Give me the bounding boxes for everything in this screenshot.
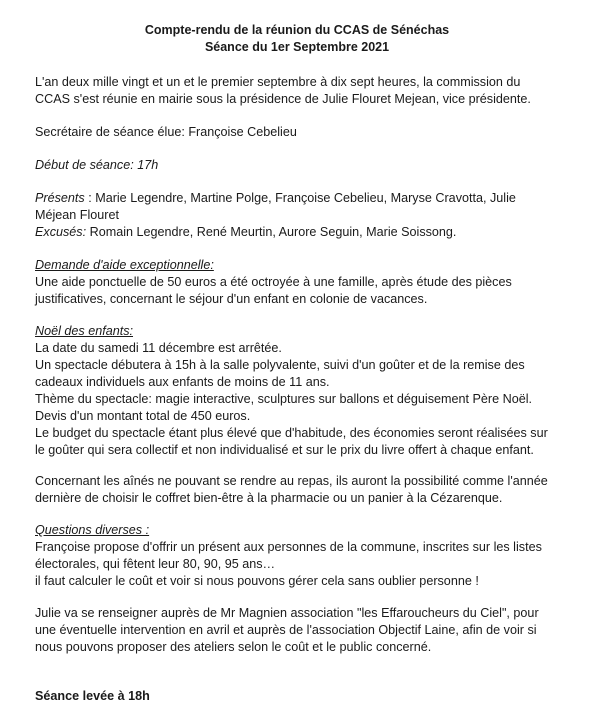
noel-line: La date du samedi 11 décembre est arrêtée. xyxy=(35,341,282,355)
julie-paragraph xyxy=(35,605,570,656)
intro-line: L'an deux mille vingt et un et le premier septembre à dix sept heures, la commission du xyxy=(35,75,521,89)
excuses-names: Romain Legendre, René Meurtin, Aurore Seguin, Marie Soissong. xyxy=(86,225,457,239)
presents-line-continued: Méjean Flouret xyxy=(35,208,119,222)
noel-line: Un spectacle débutera à 15h à la salle polyvalente, suivi d'un goûter et de la remise des xyxy=(35,358,525,372)
elders-line: dernière de choisir le coffret bien-être à la pharmacie ou un panier à la Cézarenque. xyxy=(35,491,503,505)
noel-section xyxy=(35,323,570,459)
questions-section xyxy=(35,522,570,590)
elders-paragraph xyxy=(35,473,570,507)
noel-line: Thème du spectacle: magie interactive, sculptures sur ballons et déguisement Père Noël. xyxy=(35,392,533,406)
secretary-paragraph xyxy=(35,124,570,141)
questions-line: il faut calculer le coût et voir si nous pouvons gérer cela sans oublier personne ! xyxy=(35,574,479,588)
noel-line: Devis d'un montant total de 450 euros. xyxy=(35,409,251,423)
noel-line: Le budget du spectacle étant plus élevé que d'habitude, des économies seront réalisées sur xyxy=(35,426,548,440)
presents-line xyxy=(35,190,570,207)
closing-paragraph xyxy=(35,688,570,705)
aid-line: Une aide ponctuelle de 50 euros a été octroyée à une famille, après étude des pièces xyxy=(35,275,512,289)
excuses-line xyxy=(35,224,570,241)
noel-line: cadeaux individuels aux enfants de moins de 11 ans. xyxy=(35,375,330,389)
aid-heading: Demande d'aide exceptionnelle: xyxy=(35,258,214,272)
start-paragraph xyxy=(35,157,570,174)
noel-line: le goûter qui sera collectif et non individualisé et sur le prix du livre offert à chaque enfant. xyxy=(35,443,534,457)
intro-line: CCAS s'est réunie en mairie sous la présidence de Julie Flouret Mejean, vice présidente. xyxy=(35,92,531,106)
julie-line: Julie va se renseigner auprès de Mr Magnien association "les Effaroucheurs du Ciel", pour xyxy=(35,606,539,620)
secretary-text: Secrétaire de séance élue: Françoise Cebelieu xyxy=(35,125,297,139)
excuses-label: Excusés: xyxy=(35,225,87,239)
julie-line: une éventuelle intervention en avril et auprès de l'association Objectif Laine, afin de voir si xyxy=(35,623,537,637)
intro-paragraph xyxy=(35,74,570,108)
aid-line: justificatives, concernant le séjour d'un enfant en colonie de vacances. xyxy=(35,292,428,306)
elders-line: Concernant les aînés ne pouvant se rendre au repas, ils auront la possibilité comme l'année xyxy=(35,474,548,488)
questions-line: Françoise propose d'offrir un présent aux personnes de la commune, inscrites sur les listes xyxy=(35,540,542,554)
start-time: Début de séance: 17h xyxy=(35,158,159,172)
document-title: Compte-rendu de la réunion du CCAS de Sénéchas xyxy=(144,23,450,37)
document-subtitle: Séance du 1er Septembre 2021 xyxy=(204,40,390,54)
julie-line: nous pouvons proposer des ateliers selon le coût et le public concerné. xyxy=(35,640,432,654)
aid-section xyxy=(35,257,570,308)
attendance-paragraph xyxy=(35,190,570,241)
closing-text: Séance levée à 18h xyxy=(35,689,150,703)
presents-label: Présents xyxy=(35,191,85,205)
questions-line: électorales, qui fêtent leur 80, 90, 95 ans… xyxy=(35,557,276,571)
presents-names: : Marie Legendre, Martine Polge, Françoise Cebelieu, Maryse Cravotta, Julie xyxy=(84,191,516,205)
noel-heading: Noël des enfants: xyxy=(35,324,134,338)
questions-heading: Questions diverses : xyxy=(35,523,150,537)
